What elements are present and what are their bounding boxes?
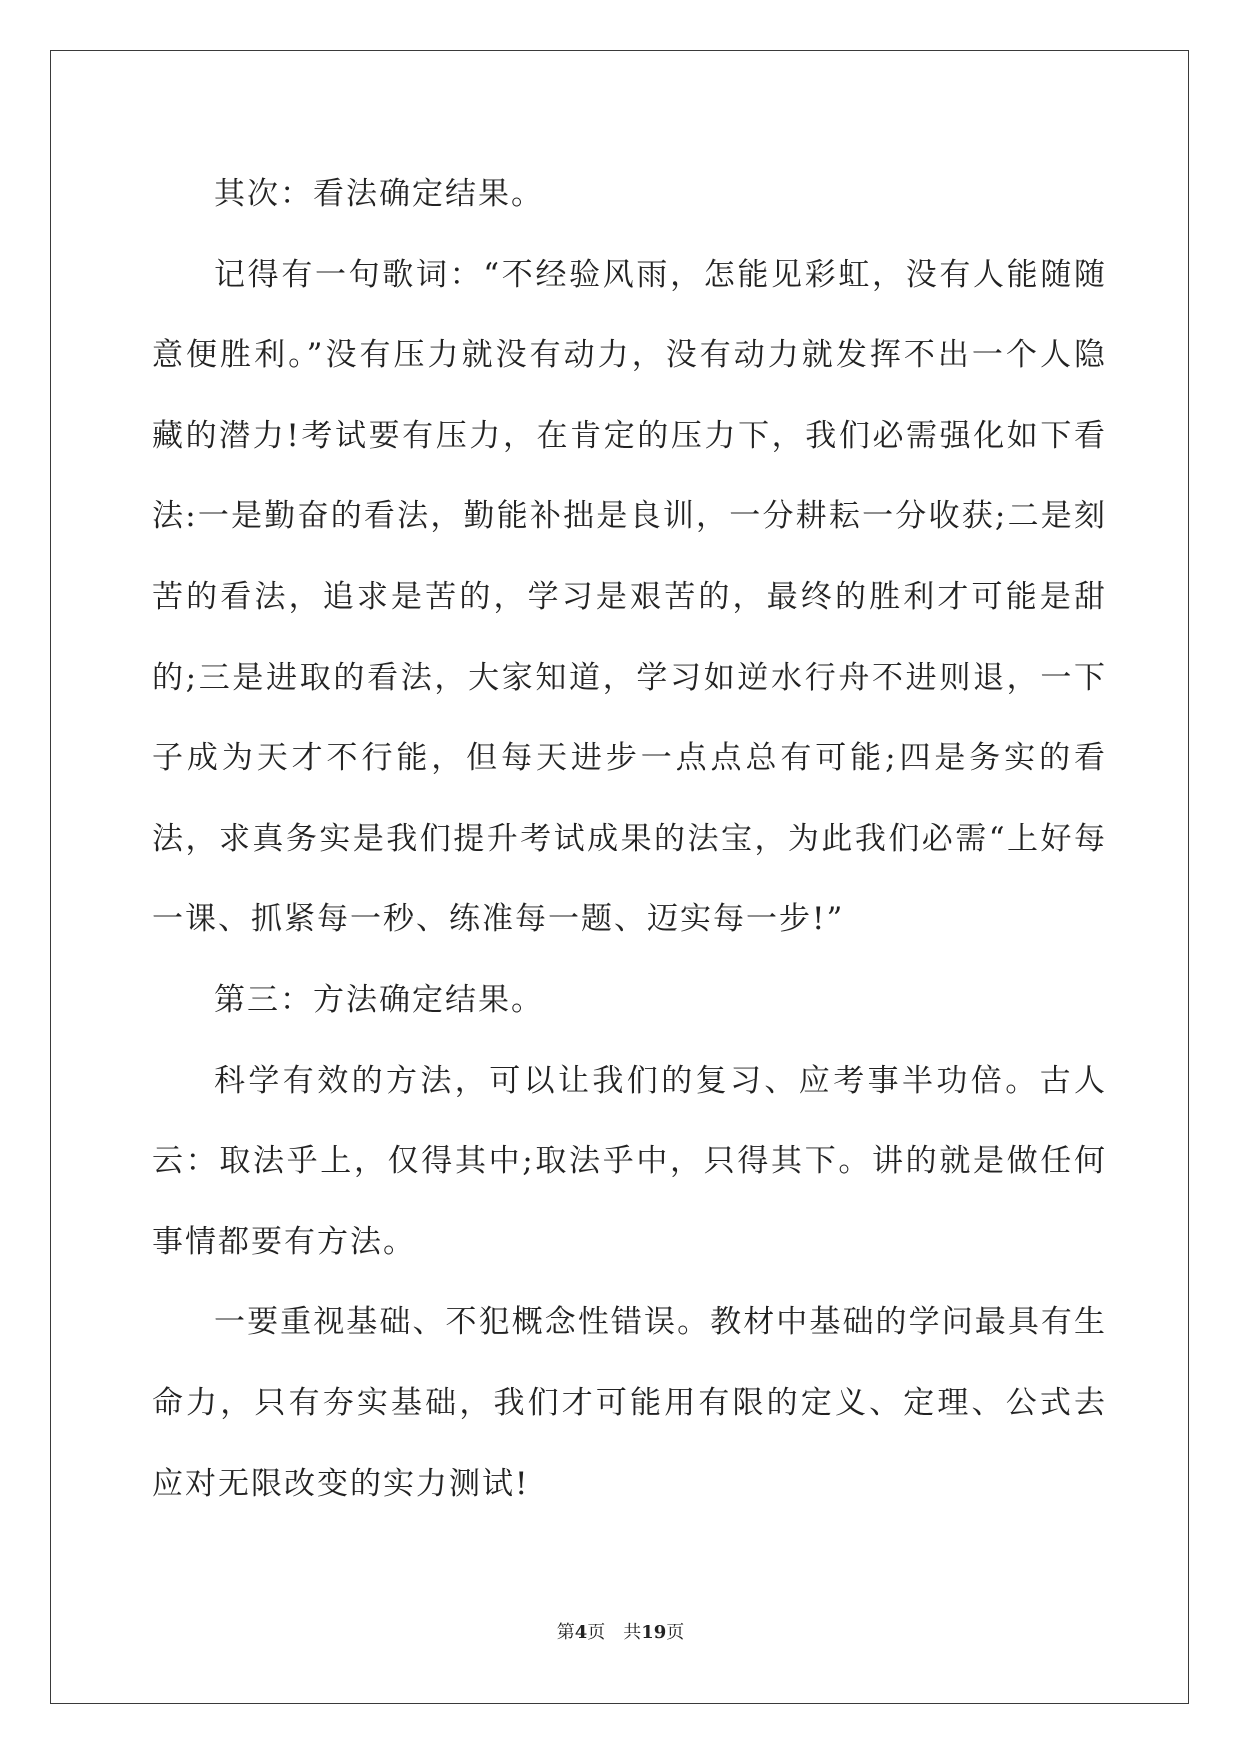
total-suffix: 页 [666,1622,685,1643]
page-suffix: 页 [587,1622,606,1643]
paragraph-3: 第三：方法确定结果。 [214,981,544,1018]
total-prefix: 共 [623,1622,642,1643]
paragraph-2: 记得有一句歌词：“不经验风雨，怎能见彩虹，没有人能随随意便胜利。”没有压力就没有动力，没有动力就发挥不出一个人隐藏的潜力!考试要有压力，在肯定的压力下，我们必需强化如下看法:一是勤奋的看法，勤能补拙是良训，一分耕耘一分收获;二是刻苦的看法，追求是苦的，学习是艰苦的，最终的胜利才可能是甜的;三是进取的看法，大家知道，学习如逆水行舟不进则退，一下子成为天才不行能，但每天进步一点点总有可能;四是务实的看法，求真务实是我们提升考试成果的法宝，为此我们必需“上好每一课、抓紧每一秒、练准每一题、迈实每一步!” [152,256,1107,938]
page-prefix: 第 [556,1622,575,1643]
paragraph-5: 一要重视基础、不犯概念性错误。教材中基础的学问最具有生命力，只有夯实基础，我们才可能用有限的定义、定理、公式去应对无限改变的实力测试! [152,1304,1107,1502]
paragraph-1: 其次：看法确定结果。 [214,176,544,212]
paragraph-4: 科学有效的方法，可以让我们的复习、应考事半功倍。古人云：取法乎上，仅得其中;取法乎中，只得其下。讲的就是做任何事情都要有方法。 [152,1062,1107,1260]
document-body [152,154,1107,1524]
total-pages: 19 [641,1622,667,1643]
page-number: 4 [574,1622,588,1643]
page-footer [0,1618,1241,1644]
